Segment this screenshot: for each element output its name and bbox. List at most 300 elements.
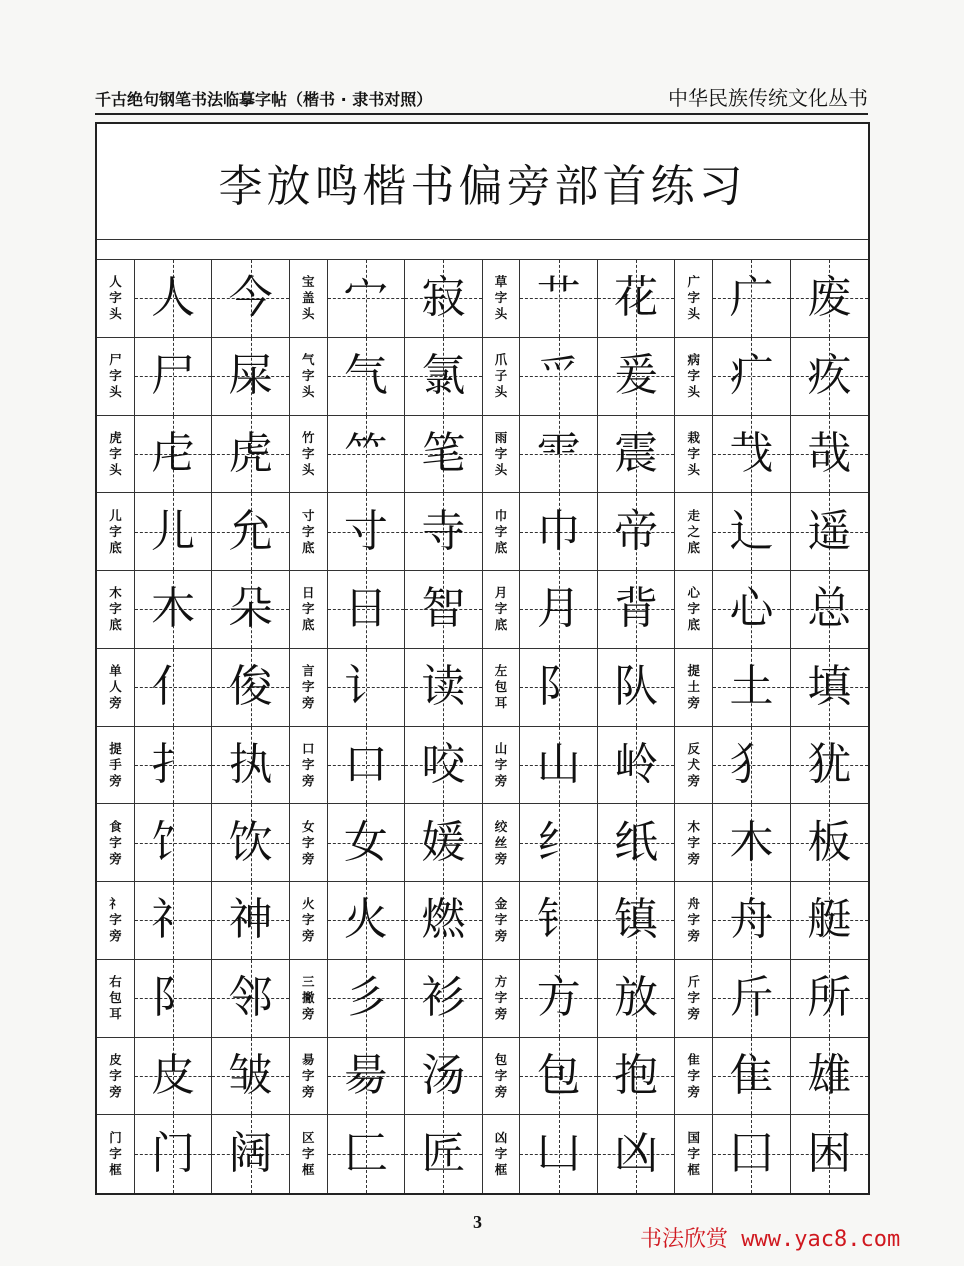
radical-name-label	[97, 1115, 135, 1193]
radical-name-label	[483, 882, 521, 959]
label-char: 撇	[301, 990, 315, 1006]
example-char-cell	[598, 416, 675, 493]
label-char: 字	[494, 601, 508, 617]
example-char-cell	[791, 649, 868, 726]
label-char: 包	[494, 1051, 508, 1067]
radical-glyph: 女	[343, 816, 388, 868]
radical-cell	[135, 804, 212, 881]
radical-glyph: 饣	[151, 816, 196, 868]
radical-cell	[135, 260, 212, 337]
label-char: 山	[494, 740, 508, 756]
example-glyph: 凶	[614, 1128, 659, 1180]
radical-glyph: 土	[729, 661, 774, 713]
label-char: 旁	[494, 772, 508, 788]
radical-cell	[713, 493, 790, 570]
example-char-cell	[212, 571, 289, 648]
radical-cell	[713, 727, 790, 804]
radical-name-label	[290, 960, 328, 1037]
radical-glyph: 昜	[343, 1049, 388, 1101]
example-glyph: 饮	[228, 816, 273, 868]
label-char: 食	[109, 818, 122, 834]
radical-cell	[520, 727, 597, 804]
radical-cell	[713, 882, 790, 959]
example-char-cell	[598, 1115, 675, 1193]
radical-cell	[328, 1038, 405, 1115]
label-char: 火	[301, 896, 315, 912]
label-char: 字	[494, 290, 508, 306]
label-char: 头	[494, 384, 508, 400]
label-char: 旁	[687, 772, 701, 788]
radical-name-label	[675, 649, 713, 726]
radical-glyph: 疒	[729, 350, 774, 402]
example-char-cell	[212, 960, 289, 1037]
radical-glyph: 囗	[729, 1128, 774, 1180]
label-char: 字	[687, 990, 701, 1006]
example-glyph: 震	[614, 427, 659, 479]
radical-name-label	[675, 1038, 713, 1115]
radical-cell	[520, 571, 597, 648]
label-char: 头	[109, 384, 122, 400]
label-char: 旁	[301, 1083, 315, 1099]
label-char: 提	[687, 663, 701, 679]
label-char: 字	[687, 834, 701, 850]
radical-glyph: 儿	[151, 505, 196, 557]
radical-glyph: 方	[536, 972, 581, 1024]
radical-cell	[328, 804, 405, 881]
example-char-cell	[405, 804, 482, 881]
radical-cell	[328, 493, 405, 570]
label-char: 犬	[687, 756, 701, 772]
example-char-cell	[791, 338, 868, 415]
radical-glyph: ⺮	[343, 427, 388, 479]
example-char-cell	[598, 260, 675, 337]
grid-row	[97, 882, 868, 960]
label-char: 字	[687, 912, 701, 928]
label-char: 雨	[494, 429, 508, 445]
label-char: 字	[109, 445, 122, 461]
radical-glyph: 匚	[343, 1128, 388, 1180]
example-char-cell	[791, 493, 868, 570]
example-char-cell	[791, 960, 868, 1037]
radical-cell	[135, 571, 212, 648]
radical-name-label	[675, 493, 713, 570]
label-char: 字	[301, 834, 315, 850]
label-char: 木	[109, 585, 122, 601]
radical-cell	[713, 416, 790, 493]
example-char-cell	[405, 1115, 482, 1193]
radical-glyph: 木	[729, 816, 774, 868]
label-char: 旁	[687, 1006, 701, 1022]
label-char: 字	[301, 679, 315, 695]
label-char: 左	[494, 663, 508, 679]
label-char: 三	[301, 974, 315, 990]
radical-name-label	[483, 1115, 521, 1193]
radical-glyph: 宀	[343, 272, 388, 324]
example-char-cell	[598, 960, 675, 1037]
label-char: 旁	[494, 1083, 508, 1099]
radical-name-label	[483, 960, 521, 1037]
label-char: 子	[494, 368, 508, 384]
example-glyph: 所	[807, 972, 852, 1024]
example-char-cell	[791, 416, 868, 493]
radical-name-label	[290, 649, 328, 726]
radical-cell	[520, 960, 597, 1037]
example-glyph: 花	[614, 272, 659, 324]
grid-row	[97, 960, 868, 1038]
label-char: 右	[109, 974, 122, 990]
label-char: 字	[494, 1067, 508, 1083]
radical-glyph: 木	[151, 583, 196, 635]
radical-cell	[713, 571, 790, 648]
radical-glyph: 寸	[343, 505, 388, 557]
page-title: 李放鸣楷书偏旁部首练习	[218, 160, 747, 212]
label-char: 字	[109, 912, 122, 928]
radical-name-label	[290, 338, 328, 415]
example-char-cell	[405, 493, 482, 570]
radical-cell	[135, 493, 212, 570]
spacer-band	[97, 240, 868, 260]
label-char: 字	[109, 601, 122, 617]
label-char: 旁	[301, 928, 315, 944]
page-header	[95, 85, 868, 115]
example-char-cell	[791, 727, 868, 804]
radical-cell	[520, 338, 597, 415]
example-char-cell	[405, 960, 482, 1037]
label-char: 字	[494, 1146, 508, 1162]
label-char: 丝	[494, 834, 508, 850]
radical-glyph: 山	[536, 738, 581, 790]
radical-glyph: 扌	[151, 738, 196, 790]
label-char: 字	[687, 1146, 701, 1162]
radical-name-label	[290, 260, 328, 337]
example-char-cell	[212, 649, 289, 726]
example-glyph: 爰	[614, 350, 659, 402]
label-char: 反	[687, 740, 701, 756]
label-char: 字	[109, 1067, 122, 1083]
radical-name-label	[97, 338, 135, 415]
label-char: 礻	[109, 896, 122, 912]
label-char: 舟	[687, 896, 701, 912]
grid-row	[97, 338, 868, 416]
example-glyph: 板	[807, 816, 852, 868]
example-glyph: 困	[807, 1128, 852, 1180]
radical-cell	[328, 338, 405, 415]
label-char: 字	[109, 368, 122, 384]
label-char: 旁	[494, 1006, 508, 1022]
label-char: 字	[109, 1146, 122, 1162]
label-char: 病	[687, 352, 701, 368]
label-char: 字	[494, 912, 508, 928]
label-char: 耳	[109, 1006, 122, 1022]
radical-glyph: 火	[343, 894, 388, 946]
example-char-cell	[598, 882, 675, 959]
label-char: 女	[301, 818, 315, 834]
label-char: 儿	[109, 507, 122, 523]
label-char: 方	[494, 974, 508, 990]
label-char: 巾	[494, 507, 508, 523]
radical-name-label	[290, 804, 328, 881]
radical-glyph: 尸	[151, 350, 196, 402]
radical-glyph: 凵	[536, 1128, 581, 1180]
example-char-cell	[598, 727, 675, 804]
label-char: 土	[687, 679, 701, 695]
radical-name-label	[675, 804, 713, 881]
radical-name-label	[97, 804, 135, 881]
label-char: 走	[687, 507, 701, 523]
example-glyph: 今	[228, 272, 273, 324]
label-char: 耳	[494, 695, 508, 711]
radical-glyph: 隹	[729, 1049, 774, 1101]
radical-glyph: 纟	[536, 816, 581, 868]
radical-name-label	[290, 416, 328, 493]
example-glyph: 镇	[614, 894, 659, 946]
example-char-cell	[598, 649, 675, 726]
example-char-cell	[598, 493, 675, 570]
label-char: 草	[494, 274, 508, 290]
label-char: 字	[687, 601, 701, 617]
label-char: 心	[687, 585, 701, 601]
grid-row	[97, 804, 868, 882]
radical-glyph: 讠	[343, 661, 388, 713]
radical-cell	[135, 338, 212, 415]
label-char: 尸	[109, 352, 122, 368]
example-glyph: 朵	[228, 583, 273, 635]
example-char-cell	[791, 571, 868, 648]
label-char: 单	[109, 663, 122, 679]
radical-glyph: 皮	[151, 1049, 196, 1101]
example-glyph: 允	[228, 505, 273, 557]
example-char-cell	[791, 1038, 868, 1115]
label-char: 木	[687, 818, 701, 834]
radical-glyph: 亻	[151, 661, 196, 713]
label-char: 旁	[301, 772, 315, 788]
radical-cell	[520, 649, 597, 726]
example-glyph: 虎	[228, 427, 273, 479]
example-glyph: 雄	[807, 1049, 852, 1101]
label-char: 宝	[301, 274, 315, 290]
label-char: 字	[494, 523, 508, 539]
example-char-cell	[791, 260, 868, 337]
label-char: 包	[109, 990, 122, 1006]
label-char: 竹	[301, 429, 315, 445]
example-char-cell	[405, 338, 482, 415]
label-char: 底	[687, 617, 701, 633]
example-glyph: 遥	[807, 505, 852, 557]
radical-glyph: 气	[343, 350, 388, 402]
label-char: 字	[109, 523, 122, 539]
radical-cell	[520, 804, 597, 881]
radical-cell	[135, 1038, 212, 1115]
example-glyph: 燃	[421, 894, 466, 946]
label-char: 人	[109, 679, 122, 695]
label-char: 框	[109, 1162, 122, 1178]
radical-cell	[328, 727, 405, 804]
radical-cell	[328, 1115, 405, 1193]
example-char-cell	[405, 882, 482, 959]
radical-name-label	[97, 260, 135, 337]
label-char: 旁	[687, 850, 701, 866]
example-glyph: 匠	[421, 1128, 466, 1180]
radical-name-label	[290, 727, 328, 804]
radical-name-label	[290, 493, 328, 570]
example-glyph: 填	[807, 661, 852, 713]
radical-glyph: 爫	[536, 350, 581, 402]
example-glyph: 氯	[421, 350, 466, 402]
example-glyph: 寂	[421, 272, 466, 324]
label-char: 头	[301, 306, 315, 322]
label-char: 月	[494, 585, 508, 601]
book-title: 千古绝句钢笔书法临摹字帖（楷书 · 隶书对照）	[95, 90, 433, 109]
radical-grid	[97, 260, 868, 1193]
example-glyph: 队	[614, 661, 659, 713]
example-char-cell	[212, 416, 289, 493]
label-char: 日	[301, 585, 315, 601]
label-char: 旁	[687, 1083, 701, 1099]
grid-row	[97, 727, 868, 805]
label-char: 头	[687, 306, 701, 322]
label-char: 旁	[109, 850, 122, 866]
radical-name-label	[675, 416, 713, 493]
label-char: 头	[109, 306, 122, 322]
radical-name-label	[675, 727, 713, 804]
radical-name-label	[483, 260, 521, 337]
label-char: 框	[494, 1162, 508, 1178]
radical-name-label	[97, 960, 135, 1037]
example-glyph: 衫	[421, 972, 466, 1024]
example-glyph: 屎	[228, 350, 273, 402]
radical-name-label	[97, 571, 135, 648]
example-char-cell	[212, 804, 289, 881]
radical-glyph: 虍	[151, 427, 196, 479]
example-glyph: 废	[807, 272, 852, 324]
radical-cell	[520, 1038, 597, 1115]
label-char: 头	[109, 461, 122, 477]
radical-name-label	[675, 882, 713, 959]
example-glyph: 纸	[614, 816, 659, 868]
label-char: 底	[494, 617, 508, 633]
example-glyph: 哉	[807, 427, 852, 479]
label-char: 盖	[301, 290, 315, 306]
label-char: 字	[494, 756, 508, 772]
example-glyph: 疚	[807, 350, 852, 402]
radical-cell	[135, 649, 212, 726]
radical-glyph: 犭	[729, 738, 774, 790]
title-band	[97, 124, 868, 240]
label-char: 框	[301, 1162, 315, 1178]
label-char: 绞	[494, 818, 508, 834]
radical-glyph: 辶	[729, 505, 774, 557]
radical-cell	[713, 260, 790, 337]
example-char-cell	[212, 493, 289, 570]
radical-name-label	[675, 571, 713, 648]
label-char: 旁	[301, 695, 315, 711]
label-char: 区	[301, 1130, 315, 1146]
label-char: 人	[109, 274, 122, 290]
radical-name-label	[97, 882, 135, 959]
label-char: 旁	[109, 772, 122, 788]
label-char: 旁	[301, 1006, 315, 1022]
site-watermark: 书法欣赏 www.yac8.com	[640, 1227, 901, 1252]
label-char: 之	[687, 523, 701, 539]
label-char: 广	[687, 274, 701, 290]
grid-row	[97, 416, 868, 494]
radical-glyph: 钅	[536, 894, 581, 946]
example-glyph: 神	[228, 894, 273, 946]
example-glyph: 皱	[228, 1049, 273, 1101]
radical-cell	[135, 727, 212, 804]
label-char: 提	[109, 740, 122, 756]
series-title: 中华民族传统文化丛书	[668, 86, 868, 110]
label-char: 字	[301, 756, 315, 772]
label-char: 包	[494, 679, 508, 695]
label-char: 字	[494, 445, 508, 461]
label-char: 门	[109, 1130, 122, 1146]
radical-cell	[328, 571, 405, 648]
example-glyph: 媛	[421, 816, 466, 868]
label-char: 皮	[109, 1051, 122, 1067]
example-glyph: 笔	[421, 427, 466, 479]
example-glyph: 犹	[807, 738, 852, 790]
grid-row	[97, 1115, 868, 1193]
radical-glyph: 舟	[729, 894, 774, 946]
radical-cell	[328, 260, 405, 337]
radical-cell	[520, 493, 597, 570]
label-char: 字	[687, 445, 701, 461]
example-char-cell	[405, 649, 482, 726]
example-char-cell	[212, 1038, 289, 1115]
label-char: 昜	[301, 1051, 315, 1067]
example-char-cell	[598, 1038, 675, 1115]
example-char-cell	[791, 804, 868, 881]
example-glyph: 读	[421, 661, 466, 713]
example-char-cell	[212, 338, 289, 415]
label-char: 金	[494, 896, 508, 912]
radical-cell	[713, 338, 790, 415]
label-char: 旁	[687, 928, 701, 944]
radical-name-label	[483, 727, 521, 804]
radical-glyph: 门	[151, 1128, 196, 1180]
example-glyph: 智	[421, 583, 466, 635]
radical-name-label	[290, 1115, 328, 1193]
label-char: 头	[494, 461, 508, 477]
label-char: 底	[494, 539, 508, 555]
radical-name-label	[290, 571, 328, 648]
radical-glyph: 巾	[536, 505, 581, 557]
label-char: 字	[109, 834, 122, 850]
radical-name-label	[483, 1038, 521, 1115]
radical-name-label	[97, 727, 135, 804]
example-glyph: 艇	[807, 894, 852, 946]
example-glyph: 总	[807, 583, 852, 635]
radical-glyph: 礻	[151, 894, 196, 946]
label-char: 底	[301, 539, 315, 555]
example-glyph: 帝	[614, 505, 659, 557]
radical-cell	[328, 416, 405, 493]
radical-cell	[135, 1115, 212, 1193]
radical-name-label	[97, 416, 135, 493]
label-char: 字	[687, 1067, 701, 1083]
example-char-cell	[598, 571, 675, 648]
radical-name-label	[483, 804, 521, 881]
label-char: 字	[301, 1146, 315, 1162]
label-char: 隹	[687, 1051, 701, 1067]
radical-glyph: 月	[536, 583, 581, 635]
radical-name-label	[290, 882, 328, 959]
label-char: 头	[301, 461, 315, 477]
label-char: 字	[494, 990, 508, 1006]
label-char: 虎	[109, 429, 122, 445]
label-char: 字	[687, 368, 701, 384]
